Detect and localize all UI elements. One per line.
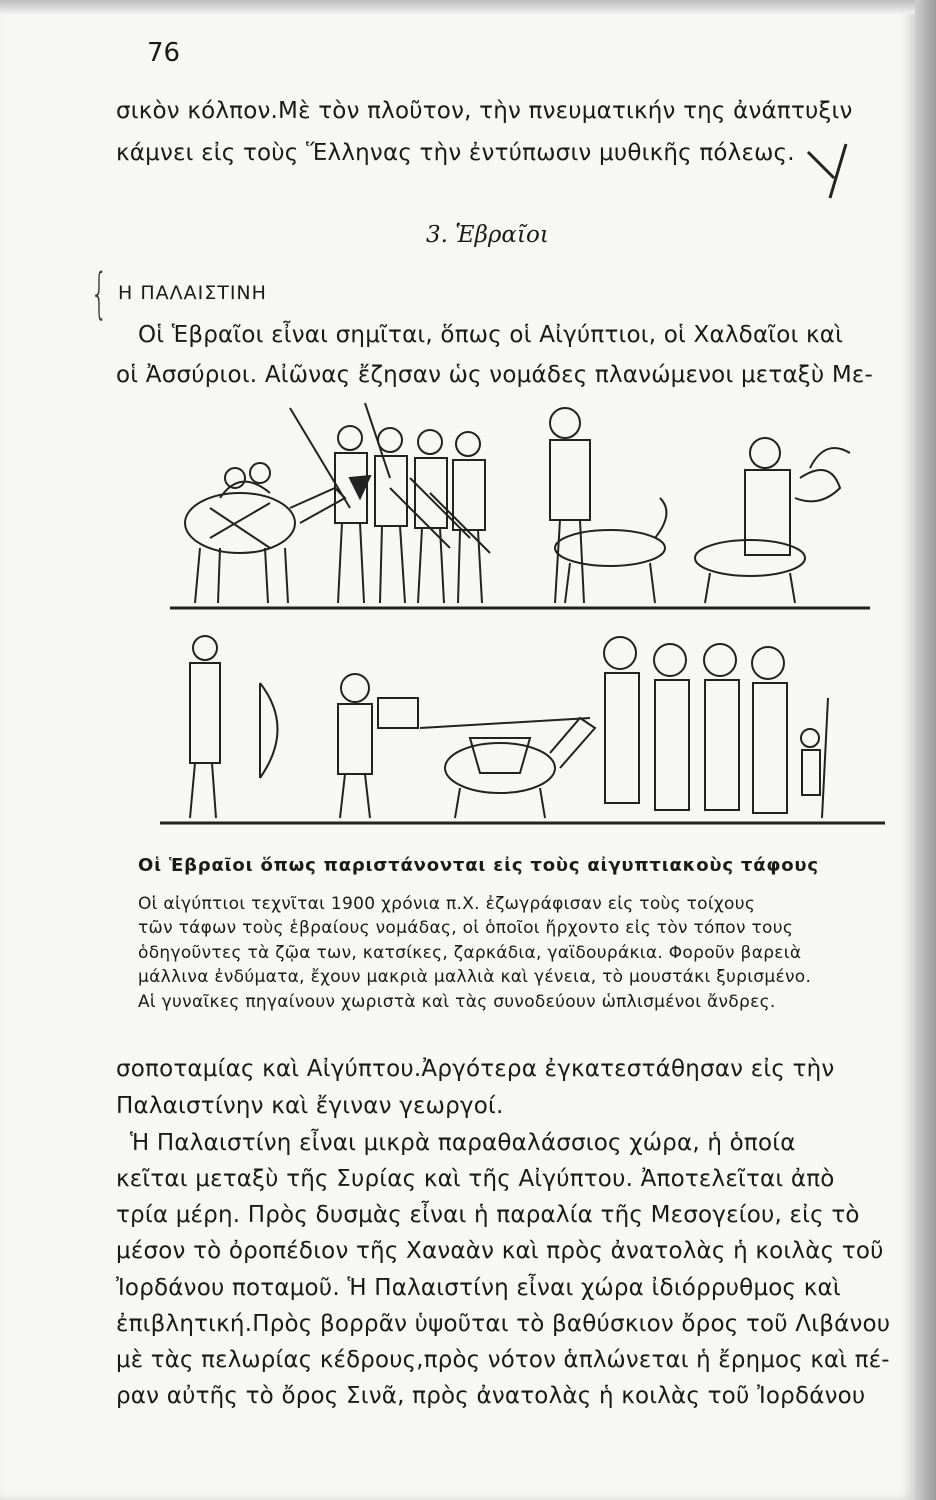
figure-caption-title: Οἱ Ἑβραῖοι ὅπως παριστάνονται εἰς τοὺς αἰγυπτιακοὺς τάφους (138, 855, 819, 876)
donkey-with-children (185, 463, 345, 603)
text-line: ραν αὐτῆς τὸ ὄρος Σινᾶ, πρὸς ἀνατολὰς ἡ κοιλὰς τοῦ Ἰορδάνου (116, 1383, 866, 1409)
page-edge (915, 0, 936, 1500)
page-number: 76 (147, 38, 181, 68)
handwritten-mark (800, 138, 860, 208)
text-line: κάμνει εἰς τοὺς Ἕλληνας τὴν ἐντύπωσιν μυθικῆς πόλεως. (116, 140, 795, 166)
caption-line: Οἱ αἰγύπτιοι τεχνῖται 1900 χρόνια π.Χ. ἐζωγράφισαν εἰς τοὺς τοίχους (138, 894, 756, 914)
group-of-women (604, 637, 828, 818)
text-line: Ἰορδάνου ποταμοῦ. Ἡ Παλαιστίνη εἶναι χώρα ἰδιόρρυθμος καὶ (116, 1275, 841, 1301)
text-line: σοποταμίας καὶ Αἰγύπτου.Ἀργότερα ἐγκατεστάθησαν εἰς τὴν (116, 1056, 835, 1082)
caption-line: Αἱ γυναῖκες πηγαίνουν χωριστὰ καὶ τὰς συνοδεύουν ὡπλισμένοι ἄνδρες. (138, 992, 776, 1012)
man-with-goat (550, 408, 666, 603)
handwritten-bracket: { (90, 262, 108, 325)
text-line: Παλαιστίνην καὶ ἔγιναν γεωργοί. (116, 1093, 504, 1119)
man-with-lyre (338, 674, 418, 818)
caption-line: ὁδηγοῦντες τὰ ζῷα των, κατσίκες, ζαρκάδια, γαϊδουράκια. Φοροῦν βαρειὰ (138, 943, 802, 963)
group-of-men-with-spears (290, 403, 490, 603)
subheading: Η ΠΑΛΑΙΣΤΙΝΗ (118, 282, 267, 304)
man-carrying-gazelle (695, 438, 850, 603)
text-line: ἐπιβλητική.Πρὸς βορρᾶν ὑψοῦται τὸ βαθύσκιον ὄρος τοῦ Λιβάνου (116, 1311, 891, 1337)
text-line: τρία μέρη. Πρὸς δυσμὰς εἶναι ἡ παραλία τῆς Μεσογείου, εἰς τὸ (116, 1202, 860, 1228)
page-top-edge (0, 0, 915, 14)
man-with-bow (190, 636, 278, 818)
section-title: 3. Ἑβραῖοι (426, 222, 549, 248)
text-line: Οἱ Ἑβραῖοι εἶναι σημῖται, ὅπως οἱ Αἰγύπτιοι, οἱ Χαλδαῖοι καὶ (138, 322, 844, 348)
text-line: Ἡ Παλαιστίνη εἶναι μικρὰ παραθαλάσσιος χώρα, ἡ ὁποία (130, 1130, 796, 1156)
caption-line: τῶν τάφων τοὺς ἑβραίους νομάδας, οἱ ὁποῖοι ἤρχοντο εἰς τὸν τόπον τους (138, 918, 794, 938)
text-line: σικὸν κόλπον.Μὲ τὸν πλοῦτον, τὴν πνευματικήν της ἀνάπτυξιν (116, 98, 853, 124)
caption-line: μάλλινα ἐνδύματα, ἔχουν μακριὰ μαλλιὰ καὶ γένεια, τὸ μουστάκι ξυρισμένο. (138, 967, 812, 987)
egyptian-tomb-illustration (150, 398, 890, 838)
donkey-with-cargo (420, 718, 595, 818)
text-line: κεῖται μεταξὺ τῆς Συρίας καὶ τῆς Αἰγύπτου. Ἀποτελεῖται ἀπὸ (116, 1166, 835, 1192)
text-line: οἱ Ἀσσύριοι. Αἰῶνας ἔζησαν ὡς νομάδες πλανώμενοι μεταξὺ Με- (116, 362, 874, 388)
text-line: μὲ τὰς πελωρίας κέδρους,πρὸς νότον ἁπλώνεται ἡ ἔρημος καὶ πέ- (116, 1347, 890, 1373)
text-line: μέσον τὸ ὀροπέδιον τῆς Χαναὰν καὶ πρὸς ἀνατολὰς ἡ κοιλὰς τοῦ (116, 1238, 884, 1264)
